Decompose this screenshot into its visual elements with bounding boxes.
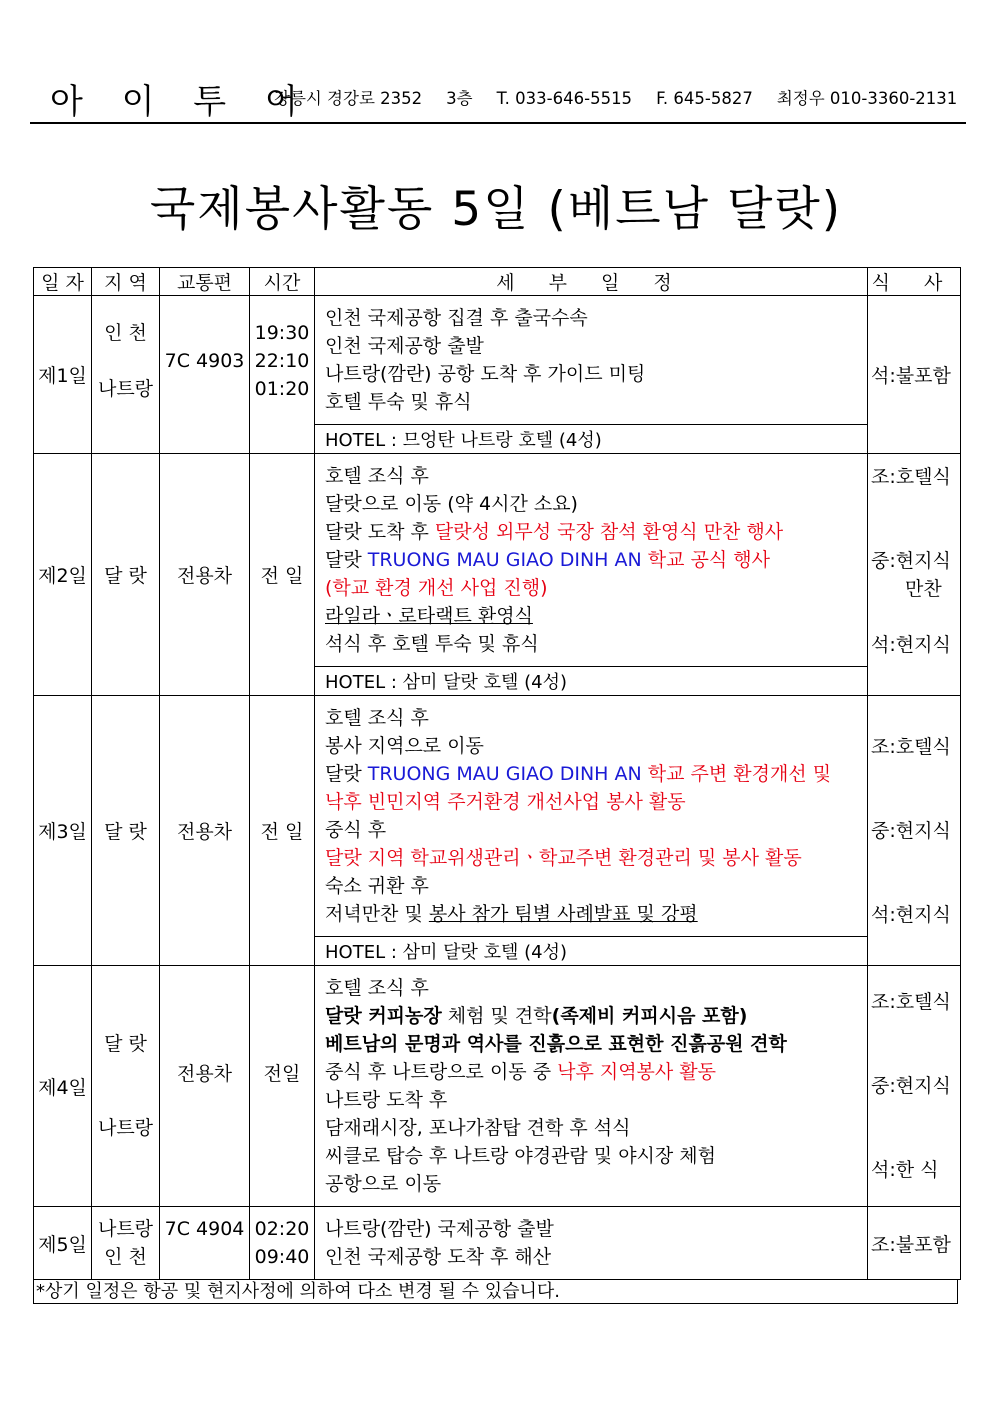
document-header <box>30 72 966 124</box>
meal-cell: 조:불포함 <box>868 1207 961 1280</box>
region-cell: 달 랏 <box>92 696 160 966</box>
detail-cell: 호텔 조식 후 달랏으로 이동 (약 4시간 소요) 달랏 도착 후 달랏성 외무성 국장 참석 환영식 만찬 행사 달랏 TRUONG MAU GIAO DINH AN 학교 공식 행사 (학교 환경 개선 사업 진행) 라일라ㆍ로타랙트 환영식 석식 후 호텔 투숙 및 휴식 <box>315 454 868 667</box>
time-cell: 전 일 <box>250 696 315 966</box>
contact-info <box>274 85 957 109</box>
col-header-detail: 세 부 일 정 <box>315 268 868 296</box>
detail-cell: 호텔 조식 후 달랏 커피농장 체험 및 견학(족제비 커피시음 포함) 베트남의 문명과 역사를 진흙으로 표현한 진흙공원 견학 중식 후 나트랑으로 이동 중 낙후 지역봉사 활동 나트랑 도착 후 담재래시장, 포나가참탑 견학 후 석식 씨클로 탑승 후 나트랑 야경관람 및 야시장 체험 공항으로 이동 <box>315 966 868 1207</box>
col-header-meal: 식 사 <box>868 268 961 296</box>
transport-cell: 전용차 <box>160 454 250 696</box>
region-cell: 달 랏 <box>92 454 160 696</box>
region-cell: 달 랏 나트랑 <box>92 966 160 1207</box>
transport-cell: 7C 4903 <box>160 296 250 454</box>
transport-cell: 전용차 <box>160 696 250 966</box>
meal-cell: 조:호텔식 중:현지식 만찬 석:현지식 <box>868 454 961 696</box>
detail-cell: 호텔 조식 후 봉사 지역으로 이동 달랏 TRUONG MAU GIAO DINH AN 학교 주변 환경개선 및 낙후 빈민지역 주거환경 개선사업 봉사 활동 중식 후 달랏 지역 학교위생관리ㆍ학교주변 환경관리 및 봉사 활동 숙소 귀환 후 저녁만찬 및 봉사 참가 팀별 사례발표 및 강평 <box>315 696 868 937</box>
address: 강릉시 경강로 2352 <box>274 89 423 108</box>
col-header-transport: 교통편 <box>160 268 250 296</box>
table-row <box>34 966 961 1207</box>
day-label: 제1일 <box>34 296 92 454</box>
col-header-time: 시간 <box>250 268 315 296</box>
telephone: T. 033-646-5515 <box>496 89 633 108</box>
table-row <box>34 696 961 937</box>
col-header-region: 지 역 <box>92 268 160 296</box>
time-cell: 전 일 <box>250 454 315 696</box>
hotel-info: HOTEL : 삼미 달랏 호텔 (4성) <box>315 667 868 696</box>
table-header-row <box>34 268 961 296</box>
time-cell: 전일 <box>250 966 315 1207</box>
hotel-info: HOTEL : 삼미 달랏 호텔 (4성) <box>315 937 868 966</box>
footnote: *상기 일정은 항공 및 현지사정에 의하여 다소 변경 될 수 있습니다. <box>33 1280 958 1304</box>
company-name: 아 이 투 어 <box>50 82 312 122</box>
detail-cell: 인천 국제공항 집결 후 출국수속 인천 국제공항 출발 나트랑(깜란) 공항 도착 후 가이드 미팅 호텔 투숙 및 휴식 <box>315 296 868 425</box>
detail-cell: 나트랑(깜란) 국제공항 출발 인천 국제공항 도착 후 해산 <box>315 1207 868 1280</box>
floor: 3층 <box>446 89 473 108</box>
table-row <box>34 454 961 667</box>
transport-cell: 전용차 <box>160 966 250 1207</box>
region-cell: 나트랑 인 천 <box>92 1207 160 1280</box>
time-cell: 19:30 22:10 01:20 <box>250 296 315 454</box>
day-label: 제3일 <box>34 696 92 966</box>
meal-cell: 조:호텔식 중:현지식 석:한 식 <box>868 966 961 1207</box>
meal-cell: 조:호텔식 중:현지식 석:현지식 <box>868 696 961 966</box>
schedule-table <box>33 267 961 1280</box>
day-label: 제2일 <box>34 454 92 696</box>
region-cell: 인 천 나트랑 <box>92 296 160 454</box>
table-row <box>34 1207 961 1280</box>
transport-cell: 7C 4904 <box>160 1207 250 1280</box>
col-header-day: 일 자 <box>34 268 92 296</box>
day-label: 제4일 <box>34 966 92 1207</box>
hotel-info: HOTEL : 므엉탄 나트랑 호텔 (4성) <box>315 425 868 454</box>
page-title: 국제봉사활동 5일 (베트남 달랏) <box>149 182 843 237</box>
fax: F. 645-5827 <box>656 89 753 108</box>
contact-person: 최정우 010-3360-2131 <box>776 89 958 108</box>
time-cell: 02:20 09:40 <box>250 1207 315 1280</box>
day-label: 제5일 <box>34 1207 92 1280</box>
meal-cell: 석:불포함 <box>868 296 961 454</box>
table-row <box>34 296 961 425</box>
